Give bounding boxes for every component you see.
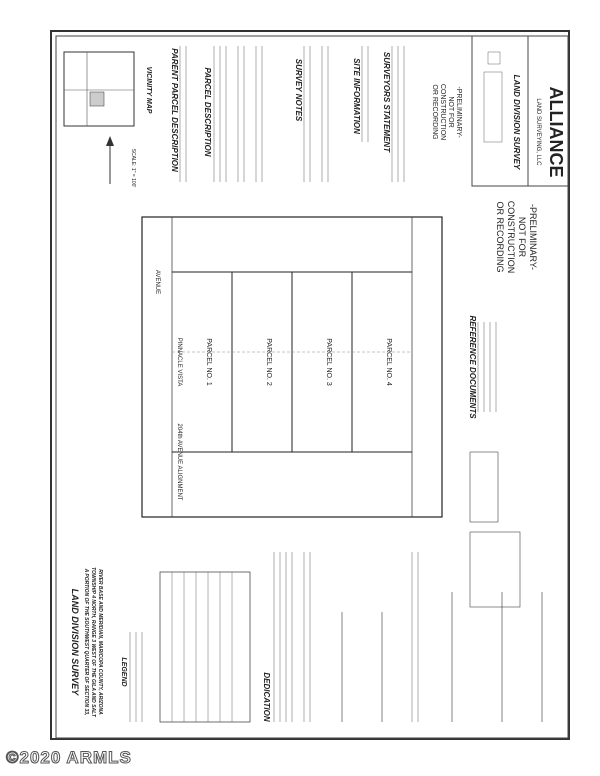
- dedication: [262, 552, 542, 722]
- reference-documents: [468, 315, 520, 607]
- parcel-3-label: PARCEL NO. 3: [325, 338, 332, 386]
- road-label-alignment: 204th AVENUE ALIGNMENT: [176, 423, 182, 501]
- title-block-title: LAND DIVISION SURVEY: [512, 74, 521, 170]
- vicinity-map-title: VICINITY MAP: [145, 66, 152, 114]
- prelim-mid-1: -PRELIMINARY-: [528, 203, 538, 271]
- subtitle-line-2: TOWNSHIP 4 NORTH, RANGE 3 WEST OF THE GILA AND SALT: [90, 567, 96, 717]
- prelim-top-4: OR RECORDING: [431, 84, 438, 140]
- parcel-2-label: PARCEL NO. 2: [265, 338, 272, 386]
- north-arrow: [106, 136, 136, 187]
- reference-documents-heading: REFERENCE DOCUMENTS: [468, 315, 477, 419]
- legend-title: LEGEND: [120, 657, 127, 687]
- description-blocks: [170, 48, 391, 172]
- surveyors-statement-heading: SURVEYORS STATEMENT: [382, 51, 391, 153]
- parcel-description-heading: PARCEL DESCRIPTION: [203, 67, 212, 157]
- preliminary-stamp-top: [431, 84, 462, 140]
- parcel-4-label: PARCEL NO. 4: [385, 338, 392, 386]
- prelim-mid-3: CONSTRUCTION: [506, 200, 516, 274]
- prelim-mid-4: OR RECORDING: [495, 201, 505, 273]
- prelim-mid-2: NOT FOR: [517, 216, 527, 258]
- inner-border: [56, 36, 568, 738]
- plat-drawing: [142, 217, 442, 517]
- survey-title: LAND DIVISION SURVEY: [70, 588, 80, 696]
- site-information-heading: SITE INFORMATION: [352, 58, 361, 134]
- company-logo: ALLIANCE: [546, 86, 566, 178]
- bottom-title: [70, 567, 103, 718]
- scale-label: SCALE: 1" = 100': [130, 148, 136, 188]
- prelim-top-2: NOT FOR: [447, 96, 454, 128]
- prelim-top-3: CONSTRUCTION: [439, 83, 446, 141]
- subtitle-line-3: RIVER BASE AND MERIDIAN, MARICOPA COUNTY, ARIZONA: [97, 569, 103, 715]
- survey-notes-heading: SURVEY NOTES: [294, 58, 303, 122]
- watermark: ©2020 ARMLS: [6, 748, 132, 767]
- road-label-top: AVENUE: [154, 269, 160, 295]
- parcel-1-label: PARCEL NO. 1: [205, 338, 212, 386]
- legend: [120, 632, 142, 722]
- text-line-fill: [180, 46, 404, 182]
- survey-drawing: [52, 32, 572, 742]
- vicinity-map: [64, 52, 152, 126]
- dedication-heading: DEDICATION: [262, 672, 271, 722]
- survey-sheet: [50, 30, 570, 740]
- company-subtitle: LAND SURVEYING, LLC: [535, 98, 541, 166]
- subtitle-line-1: A PORTION OF THE SOUTHWEST QUARTER OF SECTION 33,: [83, 568, 89, 716]
- parent-parcel-heading: PARENT PARCEL DESCRIPTION: [170, 48, 179, 172]
- road-label-middle: PINNACLE VISTA: [176, 337, 182, 387]
- prelim-top-1: -PRELIMINARY-: [455, 86, 462, 138]
- monument-table: [160, 572, 250, 722]
- preliminary-stamp-mid: [495, 201, 538, 274]
- title-block: [472, 36, 568, 186]
